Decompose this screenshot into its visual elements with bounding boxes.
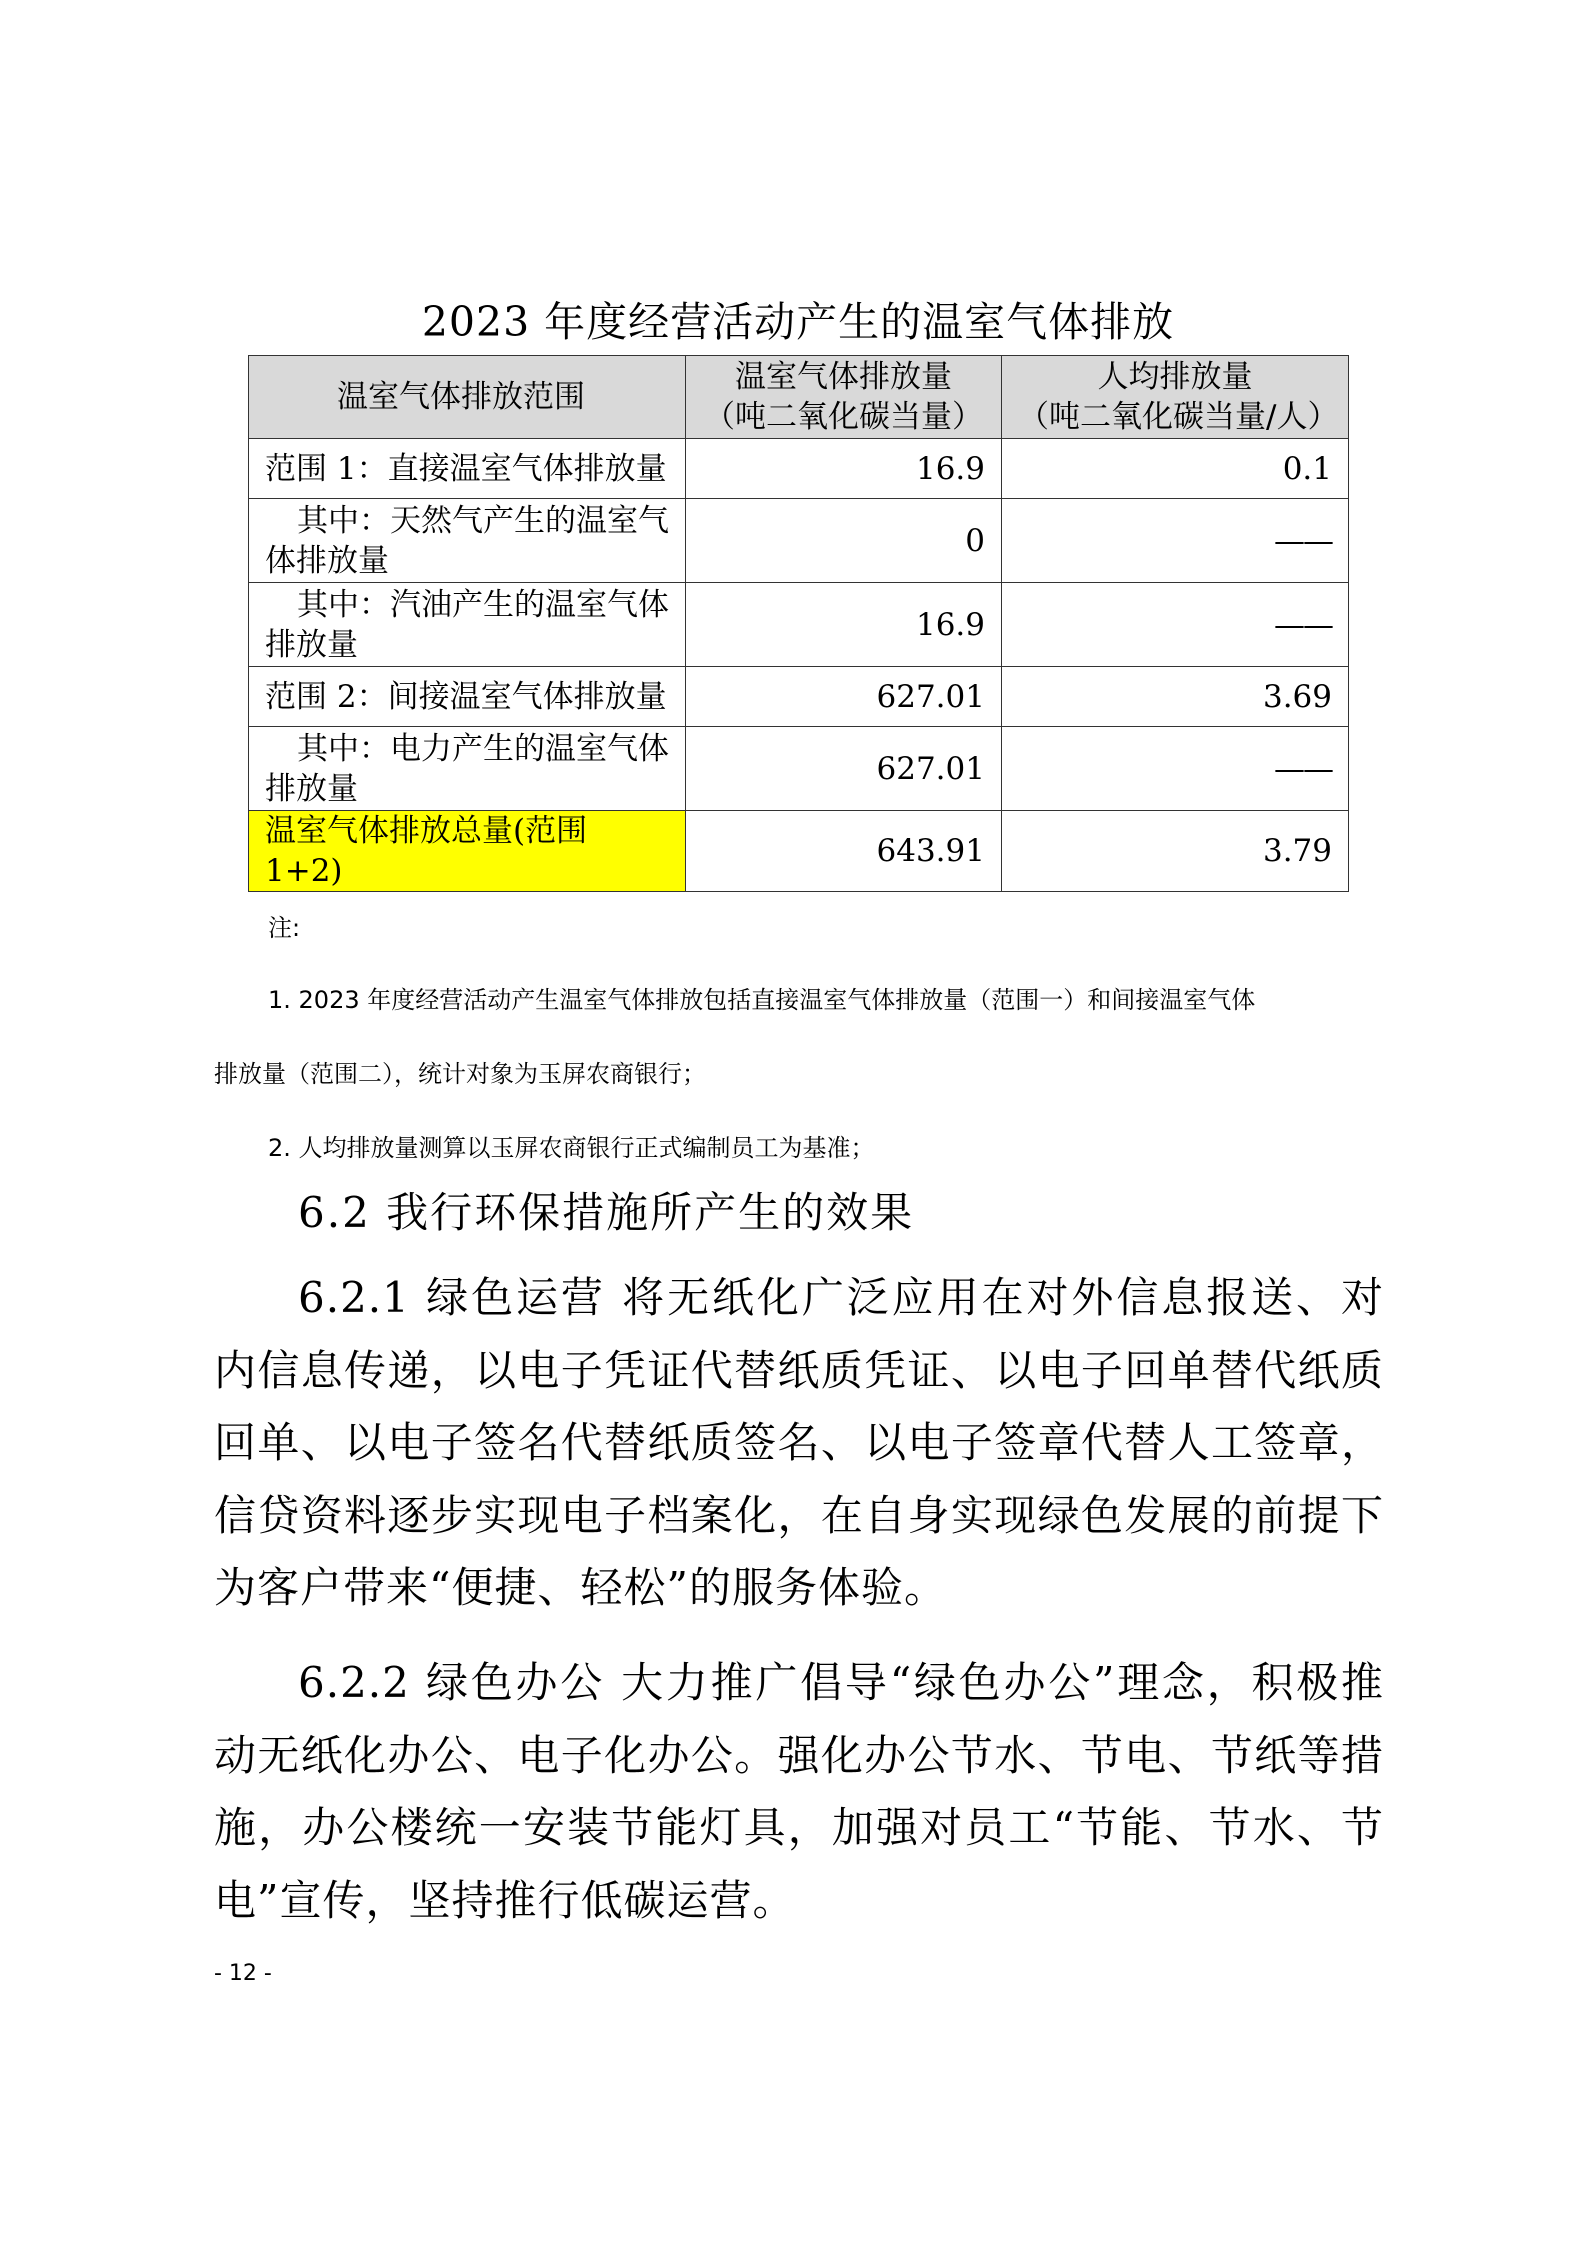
header-scope <box>249 356 686 439</box>
table-header-row <box>249 356 1349 439</box>
header-per-capita-line2: （吨二氧化碳当量/人） <box>1018 399 1339 435</box>
row-emissions: 16.9 <box>686 583 1002 667</box>
row-label: 其中：天然气产生的温室气体排放量 <box>249 499 686 583</box>
row-label: 范围 2：间接温室气体排放量 <box>249 667 686 727</box>
row-per-capita: —— <box>1002 583 1349 667</box>
row-label: 范围 1：直接温室气体排放量 <box>249 439 686 499</box>
table-row-total <box>249 811 1349 892</box>
row-emissions: 16.9 <box>686 439 1002 499</box>
row-per-capita: —— <box>1002 499 1349 583</box>
header-emissions-line1: 温室气体排放量 <box>735 359 952 395</box>
row-emissions: 0 <box>686 499 1002 583</box>
paragraph-green-office: 6.2.2 绿色办公 大力推广倡导“绿色办公”理念，积极推动无纸化办公、电子化办公。强化办公节水、节电、节纸等措施，办公楼统一安装节能灯具，加强对员工“节能、节水、节电”宣传，坚持推行低碳运营。 <box>214 1658 1384 1925</box>
row-per-capita: 0.1 <box>1002 439 1349 499</box>
table-row <box>249 583 1349 667</box>
header-scope-label: 温室气体排放范围 <box>337 379 585 415</box>
table-row <box>249 499 1349 583</box>
notes-label: 注: <box>268 914 301 942</box>
note-2: 2. 人均排放量测算以玉屏农商银行正式编制员工为基准； <box>268 1134 875 1162</box>
header-emissions-line2: （吨二氧化碳当量） <box>704 399 983 435</box>
note-1-line-2: 排放量（范围二），统计对象为玉屏农商银行； <box>214 1060 706 1088</box>
row-per-capita-total: 3.79 <box>1002 811 1349 892</box>
row-emissions: 627.01 <box>686 727 1002 811</box>
paragraph-green-operations: 6.2.1 绿色运营 将无纸化广泛应用在对外信息报送、对内信息传递，以电子凭证代替纸质凭证、以电子回单替代纸质回单、以电子签名代替纸质签名、以电子签章代替人工签章，信贷资料逐步实现电子档案化，在自身实现绿色发展的前提下为客户带来“便捷、轻松”的服务体验。 <box>214 1273 1384 1612</box>
note-1-line-1: 1. 2023 年度经营活动产生温室气体排放包括直接温室气体排放量（范围一）和间接温室气体 <box>268 986 1256 1014</box>
header-per-capita-line1: 人均排放量 <box>1097 359 1253 395</box>
table-row <box>249 667 1349 727</box>
row-label-total: 温室气体排放总量(范围 1+2) <box>249 811 686 892</box>
header-per-capita <box>1002 356 1349 439</box>
table-row <box>249 439 1349 499</box>
table-title: 2023 年度经营活动产生的温室气体排放 <box>421 298 1175 346</box>
page-number: - 12 - <box>214 1961 272 1986</box>
row-per-capita: —— <box>1002 727 1349 811</box>
row-emissions-total: 643.91 <box>686 811 1002 892</box>
table-row <box>249 727 1349 811</box>
row-emissions: 627.01 <box>686 667 1002 727</box>
header-emissions <box>686 356 1002 439</box>
emissions-table <box>248 355 1349 892</box>
row-label: 其中：汽油产生的温室气体排放量 <box>249 583 686 667</box>
row-label: 其中：电力产生的温室气体排放量 <box>249 727 686 811</box>
section-heading: 6.2 我行环保措施所产生的效果 <box>298 1188 915 1237</box>
row-per-capita: 3.69 <box>1002 667 1349 727</box>
